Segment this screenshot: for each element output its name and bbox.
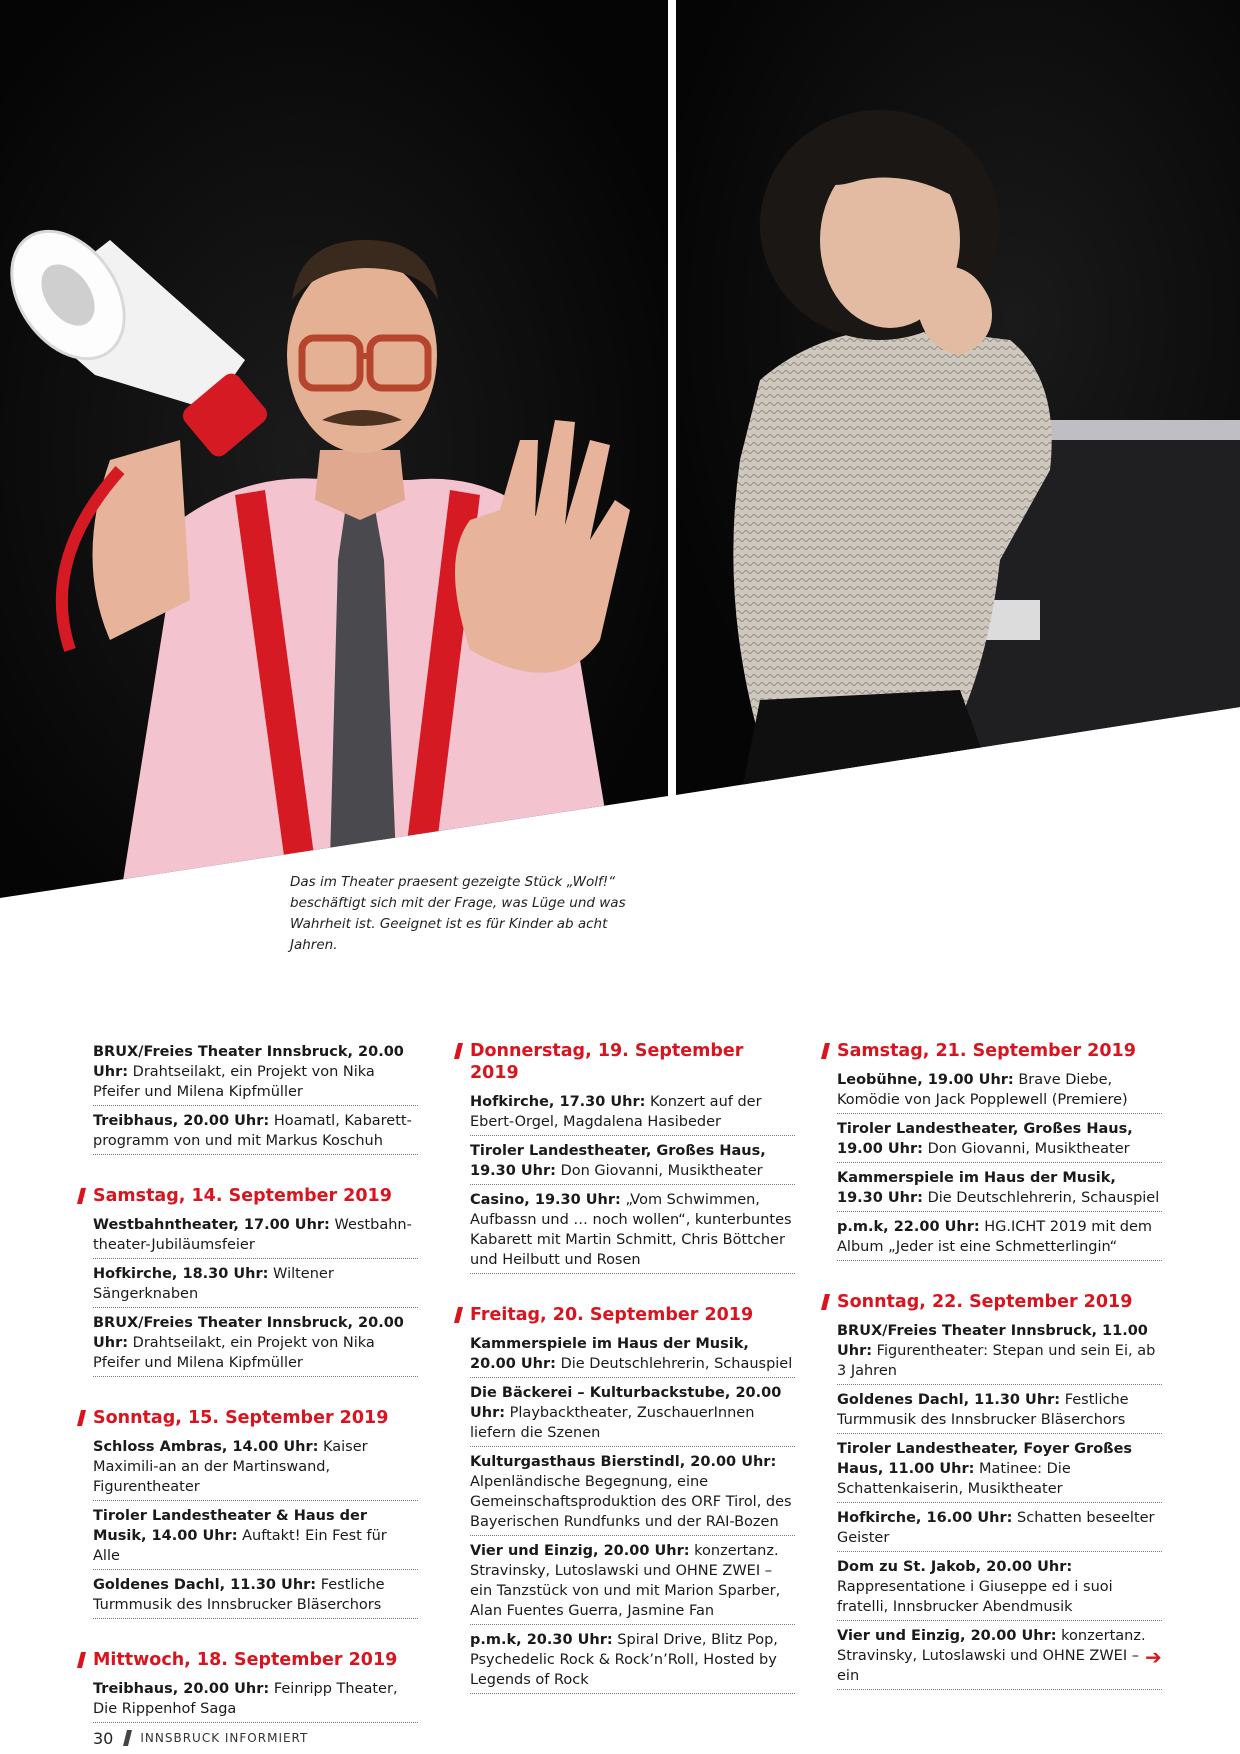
- event-venue-time: BRUX/Freies Theater Innsbruck, 11.00 Uhr:: [837, 1323, 1148, 1359]
- publication-name: INNSBRUCK INFORMIERT: [140, 1731, 309, 1745]
- event-description: Rappresentatione i Giuseppe ed i suoi fratelli, Innsbrucker Abendmusik: [837, 1579, 1113, 1615]
- event-item: [470, 1381, 795, 1447]
- day-heading: Sonntag, 15. September 2019: [93, 1407, 418, 1429]
- event-item: [470, 1188, 795, 1274]
- event-item: [837, 1506, 1162, 1552]
- caption-line: Das im Theater praesent gezeigte Stück „Wolf!“: [290, 874, 616, 890]
- photo-left-performer: [0, 0, 668, 900]
- event-item: [470, 1539, 795, 1625]
- event-description: konzertanz. Stravinsky, Lutoslawski und OHNE ZWEI – ein: [837, 1628, 1146, 1684]
- day-section: [93, 1407, 418, 1619]
- day-section: [470, 1304, 795, 1694]
- event-venue-time: Tiroler Landestheater & Haus der Musik, 14.00 Uhr:: [93, 1508, 367, 1544]
- page-number: 30: [93, 1728, 114, 1748]
- event-description: Figurentheater: Stepan und sein Ei, ab 3 Jahren: [837, 1343, 1156, 1379]
- event-venue-time: p.m.k, 20.30 Uhr:: [470, 1632, 613, 1648]
- day-heading: Samstag, 21. September 2019: [837, 1040, 1162, 1062]
- event-item: [837, 1215, 1162, 1261]
- event-venue-time: Die Bäckerei – Kulturbackstube, 20.00 Uhr:: [470, 1385, 782, 1421]
- event-venue-time: Westbahntheater, 17.00 Uhr:: [93, 1217, 330, 1233]
- day-heading: Mittwoch, 18. September 2019: [93, 1649, 418, 1671]
- day-section: [93, 1649, 418, 1723]
- event-description: Kaiser Maximili-an an der Martinswand, Figurentheater: [93, 1439, 368, 1495]
- event-venue-time: Kammerspiele im Haus der Musik, 19.30 Uhr:: [837, 1170, 1116, 1206]
- event-description: Brave Diebe, Komödie von Jack Popplewell (Premiere): [837, 1072, 1128, 1108]
- day-section: [470, 1040, 795, 1274]
- event-item: [837, 1388, 1162, 1434]
- event-venue-time: BRUX/Freies Theater Innsbruck, 20.00 Uhr:: [93, 1044, 404, 1080]
- event-item: [470, 1139, 795, 1185]
- day-section: [837, 1291, 1162, 1690]
- event-item: [93, 1213, 418, 1259]
- event-venue-time: Treibhaus, 20.00 Uhr:: [93, 1113, 270, 1129]
- day-section: [837, 1040, 1162, 1261]
- event-venue-time: Hofkirche, 16.00 Uhr:: [837, 1510, 1013, 1526]
- event-venue-time: BRUX/Freies Theater Innsbruck, 20.00 Uhr:: [93, 1315, 404, 1351]
- day-heading: Samstag, 14. September 2019: [93, 1185, 418, 1207]
- event-column-3: [837, 1040, 1162, 1720]
- event-description: Drahtseilakt, ein Projekt von Nika Pfeifer und Milena Kipfmüller: [93, 1064, 375, 1100]
- event-venue-time: Vier und Einzig, 20.00 Uhr:: [470, 1543, 690, 1559]
- event-description: Playbacktheater, ZuschauerInnen liefern die Szenen: [470, 1405, 755, 1441]
- event-description: Alpenländische Begegnung, eine Gemeinschaftsproduktion des ORF Tirol, des Bayerischen Rundfunks und der RAI-Bozen: [470, 1474, 792, 1530]
- event-item: [93, 1311, 418, 1377]
- photo-right-pianist: [676, 0, 1240, 800]
- day-section: [93, 1040, 418, 1155]
- continue-arrow-icon: ➔: [1145, 1645, 1162, 1669]
- day-heading: Donnerstag, 19. September 2019: [470, 1040, 795, 1084]
- event-description: Festliche Turmmusik des Innsbrucker Bläserchors: [837, 1392, 1129, 1428]
- event-item: [837, 1624, 1162, 1690]
- day-section: [93, 1185, 418, 1377]
- event-venue-time: Schloss Ambras, 14.00 Uhr:: [93, 1439, 319, 1455]
- day-heading: Freitag, 20. September 2019: [470, 1304, 795, 1326]
- event-item: [837, 1319, 1162, 1385]
- event-description: Don Giovanni, Musiktheater: [560, 1163, 763, 1179]
- event-venue-time: p.m.k, 22.00 Uhr:: [837, 1219, 980, 1235]
- event-item: [93, 1040, 418, 1106]
- event-description: Hoamatl, Kabarett-programm von und mit Markus Koschuh: [93, 1113, 412, 1149]
- event-item: [470, 1090, 795, 1136]
- event-venue-time: Dom zu St. Jakob, 20.00 Uhr:: [837, 1559, 1073, 1575]
- event-description: Festliche Turmmusik des Innsbrucker Bläserchors: [93, 1577, 385, 1613]
- event-item: [93, 1435, 418, 1501]
- event-description: Die Deutschlehrerin, Schauspiel: [927, 1190, 1160, 1206]
- event-description: Die Deutschlehrerin, Schauspiel: [560, 1356, 793, 1372]
- event-column-1: [93, 1040, 418, 1753]
- photo-caption: [290, 872, 650, 956]
- event-description: Konzert auf der Ebert-Orgel, Magdalena Hasibeder: [470, 1094, 762, 1130]
- event-venue-time: Leobühne, 19.00 Uhr:: [837, 1072, 1014, 1088]
- event-description: Auftakt! Ein Fest für Alle: [93, 1528, 387, 1564]
- event-venue-time: Tiroler Landestheater, Großes Haus, 19.00 Uhr:: [837, 1121, 1133, 1157]
- event-description: Drahtseilakt, ein Projekt von Nika Pfeifer und Milena Kipfmüller: [93, 1335, 375, 1371]
- event-item: [837, 1166, 1162, 1212]
- event-item: [93, 1677, 418, 1723]
- event-item: [470, 1628, 795, 1694]
- event-column-2: [470, 1040, 795, 1724]
- event-venue-time: Goldenes Dachl, 11.30 Uhr:: [93, 1577, 317, 1593]
- event-item: [93, 1573, 418, 1619]
- event-venue-time: Hofkirche, 17.30 Uhr:: [470, 1094, 646, 1110]
- event-item: [837, 1437, 1162, 1503]
- event-venue-time: Vier und Einzig, 20.00 Uhr:: [837, 1628, 1057, 1644]
- event-description: Don Giovanni, Musiktheater: [927, 1141, 1130, 1157]
- event-description: konzertanz. Stravinsky, Lutoslawski und OHNE ZWEI – ein Tanzstück von und mit Marion Sparber, Alan Fuentes Guerra, Jasmine Fan: [470, 1543, 781, 1619]
- event-item: [93, 1262, 418, 1308]
- event-item: [837, 1117, 1162, 1163]
- caption-line: Wahrheit ist. Geeignet ist es für Kinder ab acht Jahren.: [290, 916, 608, 953]
- event-description: Feinripp Theater, Die Rippenhof Saga: [93, 1681, 398, 1717]
- event-item: [837, 1068, 1162, 1114]
- event-description: Matinee: Die Schattenkaiserin, Musiktheater: [837, 1461, 1071, 1497]
- page-footer: [93, 1728, 308, 1748]
- event-description: Schatten beseelter Geister: [837, 1510, 1155, 1546]
- event-description: Spiral Drive, Blitz Pop, Psychedelic Rock & Rock’n’Roll, Hosted by Legends of Rock: [470, 1632, 778, 1688]
- event-item: [837, 1555, 1162, 1621]
- event-item: [93, 1109, 418, 1155]
- event-venue-time: Goldenes Dachl, 11.30 Uhr:: [837, 1392, 1061, 1408]
- event-item: [93, 1504, 418, 1570]
- event-description: Westbahn-theater-Jubiläumsfeier: [93, 1217, 412, 1253]
- event-venue-time: Treibhaus, 20.00 Uhr:: [93, 1681, 270, 1697]
- event-item: [470, 1450, 795, 1536]
- event-venue-time: Kammerspiele im Haus der Musik, 20.00 Uhr:: [470, 1336, 749, 1372]
- footer-slash-icon: [123, 1730, 132, 1746]
- event-description: „Vom Schwimmen, Aufbassn und … noch wollen“, kunterbuntes Kabarett mit Martin Schmitt, Chris Böttcher und Heilbutt und Rosen: [470, 1192, 792, 1268]
- event-description: Wiltener Sängerknaben: [93, 1266, 334, 1302]
- day-heading: Sonntag, 22. September 2019: [837, 1291, 1162, 1313]
- event-venue-time: Hofkirche, 18.30 Uhr:: [93, 1266, 269, 1282]
- event-venue-time: Kulturgasthaus Bierstindl, 20.00 Uhr:: [470, 1454, 777, 1470]
- event-venue-time: Tiroler Landestheater, Großes Haus, 19.30 Uhr:: [470, 1143, 766, 1179]
- event-venue-time: Casino, 19.30 Uhr:: [470, 1192, 621, 1208]
- event-description: HG.ICHT 2019 mit dem Album „Jeder ist eine Schmetterlingin“: [837, 1219, 1153, 1255]
- caption-line: beschäftigt sich mit der Frage, was Lüge und was: [290, 895, 626, 911]
- event-venue-time: Tiroler Landestheater, Foyer Großes Haus, 11.00 Uhr:: [837, 1441, 1133, 1477]
- event-item: [470, 1332, 795, 1378]
